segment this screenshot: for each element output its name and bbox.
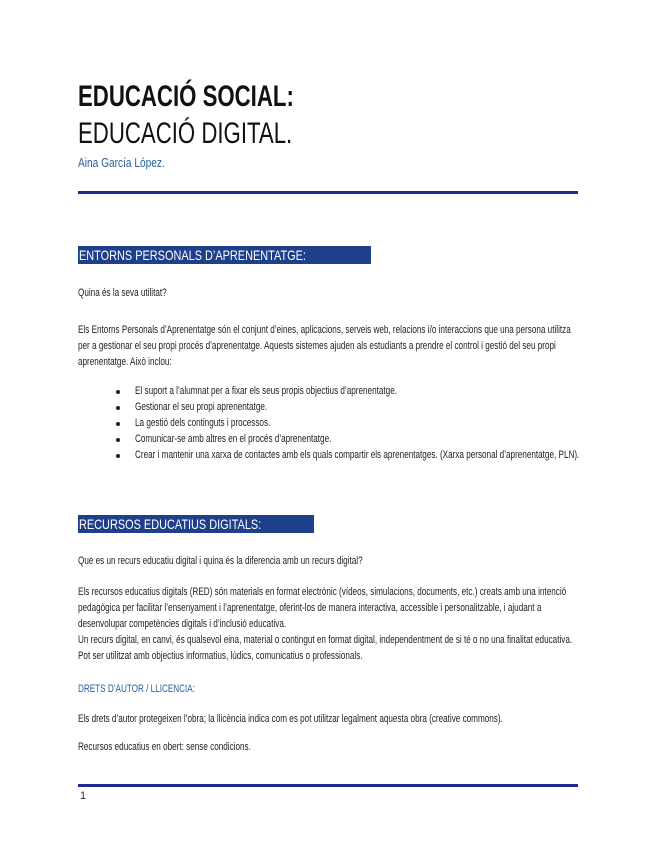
section1-heading: ENTORNS PERSONALS D’APRENENTATGE: [78,246,371,264]
bullet-icon [116,438,120,442]
document-author: Aina García López. [78,155,165,170]
page-number: 1 [80,790,87,802]
section2-question: Que es un recurs educatiu digital i quina és la diferencia amb un recurs digital? [78,555,363,567]
section1-paragraph-line: aprenentatge. Això inclou: [78,356,172,368]
section2-subheading: DRETS D’AUTOR / LLICENCIA: [78,683,196,695]
bullet-icon [116,390,120,394]
section1-bullet-item: El suport a l’alumnat per a fixar els seus propis objectius d’aprenentatge. [135,385,397,397]
footer-divider [78,784,578,787]
section2-rights-text: Els drets d’autor protegeixen l’obra; la llicència indica com es pot utilitzar legalment aquesta obra (creative commons). [78,713,503,725]
section1-bullet-item: La gestió dels continguts i processos. [135,417,271,429]
document-title-line1: EDUCACIÓ SOCIAL: [78,80,294,113]
section2-heading: RECURSOS EDUCATIUS DIGITALS: [78,515,314,533]
section2-paragraph-line: Els recursos educatius digitals (RED) són materials en format electrònic (vídeos, simulacions, documents, etc.) creats amb una intenció [78,586,567,598]
section1-question: Quina és la seva utilitat? [78,287,167,299]
bullet-icon [116,406,120,410]
section2-paragraph-line: pedagògica per facilitar l’ensenyament i l’aprenentatge, oferint-los de manera interactiva, accessible i personalitzable, i ajudant a [78,602,542,614]
section1-paragraph-line: Els Entorns Personals d’Aprenentatge són el conjunt d’eines, aplicacions, serveis web, relacions i/o interaccions que una persona utilitza [78,324,571,336]
bullet-icon [116,422,120,426]
section1-bullet-item: Comunicar-se amb altres en el procés d’aprenentatge. [135,433,332,445]
section2-paragraph-line: Un recurs digital, en canvi, és qualsevol eina, material o contingut en format digital, independentment de si té o no una finalitat educativa. [78,634,573,646]
section2-paragraph-line: desenvolupar competències digitals i d’inclusió educativa. [78,618,287,630]
section1-paragraph-line: per a gestionar el seu propi procés d’aprenentatge. Aquests sistemes ajuden als estudiants a prendre el control i gestió del seu propi [78,340,556,352]
section2-paragraph-line: Pot ser utilitzat amb objectius informatius, lúdics, comunicatius o professionals. [78,650,363,662]
section1-bullet-item: Crear i mantenir una xarxa de contactes amb els quals compartir els aprenentatges. (Xarxa personal d’aprenentatge, PLN). [135,449,580,461]
document-title-line2: EDUCACIÓ DIGITAL. [78,117,293,150]
section2-open-resources-text: Recursos educatius en obert: sense condicions. [78,741,251,753]
bullet-icon [116,454,120,458]
section1-bullet-item: Gestionar el seu propi aprenentatge. [135,401,268,413]
header-divider [78,191,578,194]
